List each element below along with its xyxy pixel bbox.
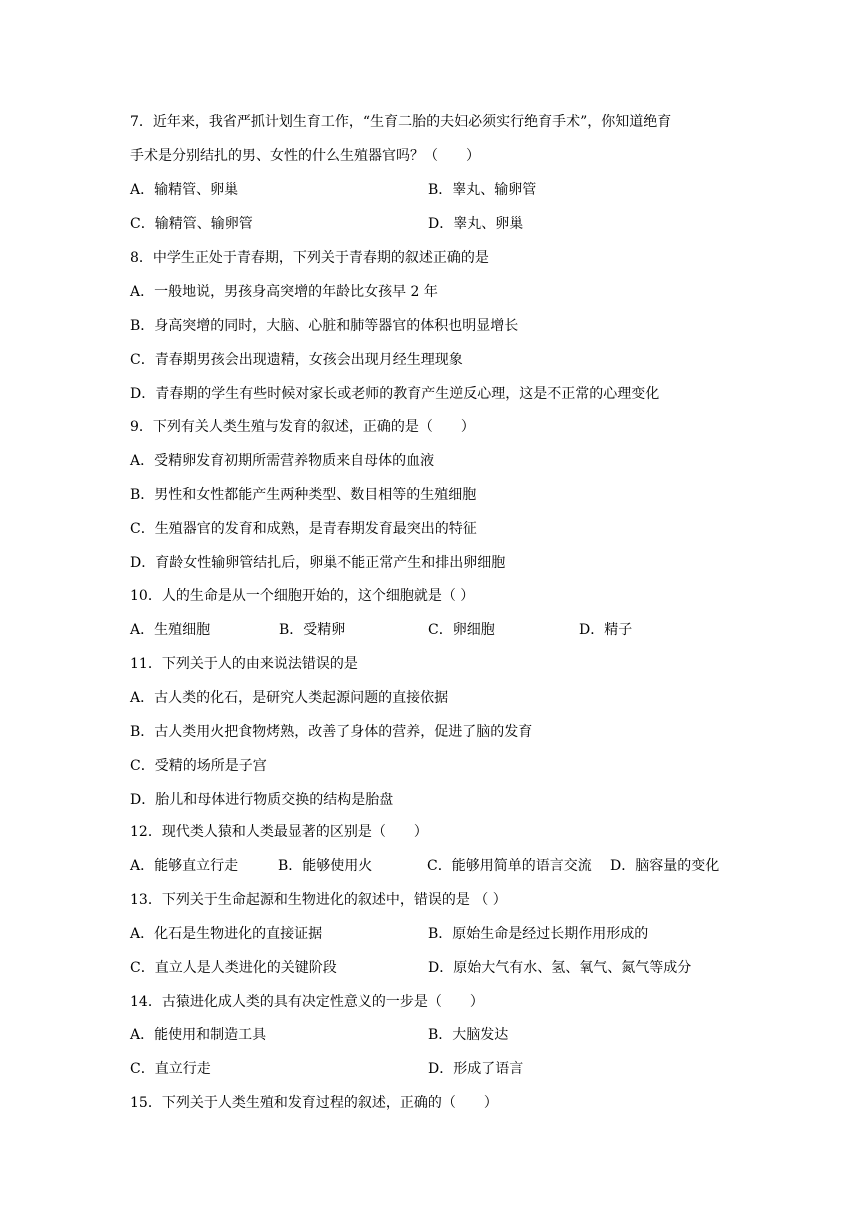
question-stem: 7．近年来，我省严抓计划生育工作，“生育二胎的夫妇必须实行绝育手术”，你知道绝育 xyxy=(130,114,672,130)
option-c[interactable]: C．能够用简单的语言交流 xyxy=(427,858,592,874)
option-c[interactable]: C．卵细胞 xyxy=(428,622,495,638)
option-a[interactable]: A．受精卵发育初期所需营养物质来自母体的血液 xyxy=(130,453,435,469)
option-b[interactable]: B．身高突增的同时，大脑、心脏和肺等器官的体积也明显增长 xyxy=(130,318,519,334)
option-a[interactable]: A．能够直立行走 xyxy=(130,858,239,874)
question-stem: 8．中学生正处于青春期，下列关于青春期的叙述正确的是 xyxy=(130,250,489,266)
option-c[interactable]: C．生殖器官的发育和成熟，是青春期发育最突出的特征 xyxy=(130,521,477,537)
question-stem: 9．下列有关人类生殖与发育的叙述，正确的是（ ） xyxy=(130,419,475,435)
option-d[interactable]: D．胎儿和母体进行物质交换的结构是胎盘 xyxy=(130,792,394,808)
option-a[interactable]: A．古人类的化石，是研究人类起源问题的直接依据 xyxy=(130,690,449,706)
option-a[interactable]: A．能使用和制造工具 xyxy=(130,1027,267,1043)
option-b[interactable]: B．原始生命是经过长期作用形成的 xyxy=(428,926,649,942)
question-stem: 13．下列关于生命起源和生物进化的叙述中，错误的是 （ ） xyxy=(130,892,507,908)
option-c[interactable]: C．受精的场所是子宫 xyxy=(130,758,267,774)
option-c[interactable]: C．直立行走 xyxy=(130,1061,211,1077)
option-c[interactable]: C．输精管、输卵管 xyxy=(130,216,253,232)
option-b[interactable]: B．古人类用火把食物烤熟，改善了身体的营养，促进了脑的发育 xyxy=(130,724,533,740)
option-a[interactable]: A．生殖细胞 xyxy=(130,622,211,638)
option-a[interactable]: A．输精管、卵巢 xyxy=(130,182,239,198)
option-d[interactable]: D．育龄女性输卵管结扎后，卵巢不能正常产生和排出卵细胞 xyxy=(130,555,506,571)
option-b[interactable]: B．睾丸、输卵管 xyxy=(428,182,537,198)
option-b[interactable]: B．男性和女性都能产生两种类型、数目相等的生殖细胞 xyxy=(130,487,477,503)
option-a[interactable]: A．化石是生物进化的直接证据 xyxy=(130,926,323,942)
question-stem: 12．现代类人猿和人类最显著的区别是（ ） xyxy=(130,824,428,840)
question-stem: 15．下列关于人类生殖和发育过程的叙述，正确的（ ） xyxy=(130,1095,498,1111)
option-b[interactable]: B．受精卵 xyxy=(279,622,346,638)
option-d[interactable]: D．精子 xyxy=(579,622,633,638)
option-d[interactable]: D．形成了语言 xyxy=(428,1061,524,1077)
option-d[interactable]: D．原始大气有水、氢、氧气、氮气等成分 xyxy=(428,960,692,976)
option-a[interactable]: A．一般地说，男孩身高突增的年龄比女孩早 2 年 xyxy=(130,284,438,300)
option-b[interactable]: B．能够使用火 xyxy=(278,858,373,874)
question-stem: 10．人的生命是从一个细胞开始的，这个细胞就是（ ） xyxy=(130,588,475,604)
option-c[interactable]: C．青春期男孩会出现遗精，女孩会出现月经生理现象 xyxy=(130,352,463,368)
option-d[interactable]: D．青春期的学生有些时候对家长或老师的教育产生逆反心理，这是不正常的心理变化 xyxy=(130,386,660,402)
option-d[interactable]: D．脑容量的变化 xyxy=(610,858,720,874)
question-stem: 14．古猿进化成人类的具有决定性意义的一步是（ ） xyxy=(130,994,484,1010)
option-b[interactable]: B．大脑发达 xyxy=(428,1027,509,1043)
question-stem: 11．下列关于人的由来说法错误的是 xyxy=(130,656,358,672)
option-c[interactable]: C．直立人是人类进化的关键阶段 xyxy=(130,960,337,976)
option-d[interactable]: D．睾丸、卵巢 xyxy=(428,216,524,232)
question-stem: 手术是分别结扎的男、女性的什么生殖器官吗？（ ） xyxy=(130,148,480,164)
